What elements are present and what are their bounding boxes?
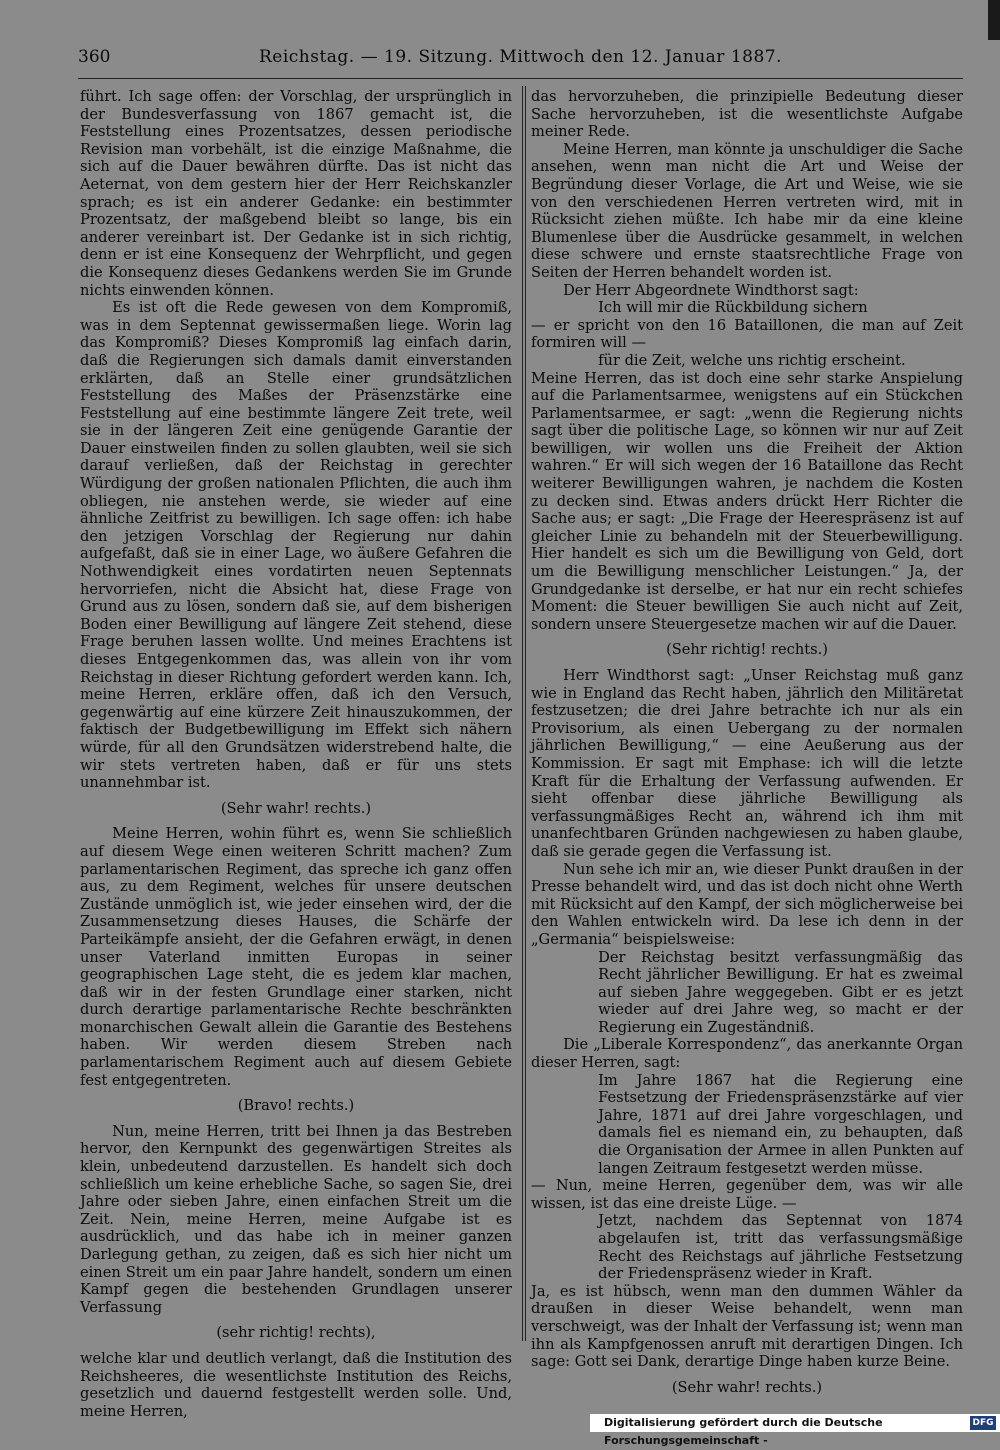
interjection: (Sehr wahr! rechts.) [220, 799, 372, 817]
interjection: (Sehr richtig! rechts.) [666, 641, 828, 659]
interjection: (Sehr wahr! rechts.) [671, 1378, 823, 1396]
paragraph: Herr Windthorst sagt: „Unser Reichstag muß ganz wie in England das Recht haben, jährlich den Militäretat festzusetzen; die drei Jahre betrachte ich nur als ein Provisorium, als einen Uebergang zu der normalen jährlichen Bewilligung,“ — eine Aeußerung aus der Kommission. Er sagt mit Emphase: ich will die letzte Kraft für die Erhaltung der Verfassung aufwenden. Er sieht offenbar diese jährliche Bewilligung als verfassungmäßiges Recht an, während ich ihm mit unanfechtbaren Gründen nachgewiesen zu haben glaube, daß sie gerade gegen die Verfassung ist. [531, 667, 963, 860]
paragraph: welche klar und deutlich verlangt, daß die Institution des Reichsheeres, die wesentlichste Institution des Reichs, gesetzlich und dauernd festgestellt werden solle. Und, meine Herren, [80, 1349, 512, 1420]
paragraph: — Nun, meine Herren, gegenüber dem, was wir alle wissen, ist das eine dreiste Lüge. — [531, 1177, 963, 1212]
page-number: 360 [78, 47, 111, 67]
footer-credit [590, 1414, 1000, 1447]
interjection: (Bravo! rechts.) [237, 1097, 355, 1115]
dfg-logo: DFG [970, 1416, 996, 1430]
header-rule [78, 78, 963, 79]
column-divider [522, 86, 523, 1341]
paragraph: Der Herr Abgeordnete Windthorst sagt: [563, 281, 859, 299]
right-column [531, 88, 963, 1404]
paragraph: für die Zeit, welche uns richtig erscheint. [598, 351, 906, 369]
footer-text: Digitalisierung gefördert durch die Deutsche Forschungsgemeinschaft - [604, 1416, 883, 1447]
paragraph: Nun sehe ich mir an, wie dieser Punkt draußen in der Presse behandelt wird, und das ist doch nicht ohne Werth mit Rücksicht auf den Kampf, der sich möglicherweise bei den Wahlen entwickeln wird. Da lese ich denn in der „Germania“ beispielsweise: [531, 860, 963, 948]
paragraph: führt. Ich sage offen: der Vorschlag, der ursprünglich in der Bundesverfassung von 1867 gemacht ist, die Feststellung eines Prozentsatzes, dessen periodische Revision man vorbehält, ist die einzige Maßnahme, die sich auf die Dauer bewähren dürfte. Das ist nicht das Aeternat, von dem gestern hier der Herr Reichskanzler sprach; es ist ein anderer Gedanke: ein bestimmter Prozentsatz, der maßgebend bleibt so lange, bis ein anderer vereinbart ist. Der Gedanke ist in sich richtig, denn er ist eine Konsequenz der Wehrpflicht, und gegen die Konsequenz dieses Gedankens werden Sie im Grunde nichts einwenden können. [80, 88, 512, 299]
scan-edge [988, 0, 1000, 40]
page-header [78, 44, 963, 70]
paragraph: das hervorzuheben, die prinzipielle Bedeutung dieser Sache hervorzuheben, ist die wesentlichste Aufgabe meiner Rede. [531, 88, 963, 141]
paragraph: Ich will mir die Rückbildung sichern [598, 299, 868, 317]
column-divider [525, 86, 526, 1341]
left-column [80, 88, 512, 1420]
paragraph: Es ist oft die Rede gewesen von dem Kompromiß, was in dem Septennat gewissermaßen liege. Worin lag das Kompromiß? Dieses Kompromiß lag einfach darin, daß die Regierungen sich damals damit einverstanden erklärten, daß an Stelle einer grundsätzlichen Feststellung des Maßes der Präsenzstärke eine Feststellung auf eine bestimmte längere Zeit trete, weil sie in der längeren Zeit eine genügende Garantie der Dauer einstweilen finden zu sollen glaubten, weil sie sich darauf verließen, daß der Reichstag in gerechter Würdigung der großen nationalen Pflichten, die auch ihm obliegen, nie anstehen werde, sie wieder auf eine ähnliche Zeitfrist zu bewilligen. Ich sage offen: ich habe den jetzigen Vorschlag der Regierung nur dahin aufgefaßt, daß sie in einer Lage, wo äußere Gefahren die Nothwendigkeit eines vordatirten neuen Septennats hervorriefen, nicht die Absicht hat, diese Frage von Grund aus zu lösen, sondern daß sie, auf dem bisherigen Boden einer Bewilligung auf längere Zeit stehend, diese Frage beruhen lassen wollte. Und meines Erachtens ist dieses Entgegenkommen das, was allein von ihr vom Reichstag in dieser Richtung gefordert werden kann. Ich, meine Herren, erkläre offen, daß ich den Versuch, gegenwärtig auf eine kürzere Zeit hinauszukommen, der faktisch der Budgetbewilligung im Effekt sich nähern würde, für all den Grundsätzen widerstrebend halte, die wir stets vertreten haben, daß er für uns stets unannehmbar ist. [80, 299, 512, 792]
paragraph: Die „Liberale Korrespondenz“, das anerkannte Organ dieser Herren, sagt: [531, 1036, 963, 1072]
running-title: Reichstag. — 19. Sitzung. Mittwoch den 12. Januar 1887. [258, 47, 783, 67]
paragraph: Im Jahre 1867 hat die Regierung eine Festsetzung der Friedenspräsenzstärke auf vier Jahre, 1871 auf drei Jahre vorgeschlagen, und damals fiel es niemand ein, zu behaupten, daß die Organisation der Armee in allen Punkten auf langen Zeitraum festgesetzt werden müsse. [598, 1071, 963, 1177]
paragraph: Nun, meine Herren, tritt bei Ihnen ja das Bestreben hervor, den Kernpunkt des gegenwärtigen Streites als klein, unbedeutend darzustellen. Es handelt sich doch schließlich um keine erhebliche Sache, so sagen Sie, drei Jahre oder sieben Jahre, einen einfachen Streit um die Zeit. Nein, meine Herren, meine Aufgabe ist es ausdrücklich, und das habe ich in meiner ganzen Darlegung gethan, zu zeigen, daß es sich hier nicht um einen Streit um ein paar Jahre handelt, sondern um einen Kampf gegen die bestehenden Grundlagen unserer Verfassung [80, 1122, 512, 1316]
interjection: (sehr richtig! rechts), [216, 1324, 376, 1342]
paragraph: Meine Herren, man könnte ja unschuldiger die Sache ansehen, wenn man nicht die Art und Weise der Begründung dieser Vorlage, die Art und Weise, wie sie von den verschiedenen Herren vertreten wird, mit in Rücksicht ziehen müßte. Ich habe mir da eine kleine Blumenlese über die Ausdrücke gesammelt, in welchen diese schwere und ernste staatsrechtliche Frage von Seiten der Herren behandelt worden ist. [531, 140, 963, 281]
paragraph: Meine Herren, wohin führt es, wenn Sie schließlich auf diesem Wege einen weiteren Schritt machen? Zum parlamentarischen Regiment, das spreche ich ganz offen aus, zu dem Regiment, welches für unsere deutschen Zustände unmöglich ist, wie jeder einsehen wird, der die Zusammensetzung dieses Hauses, die Schärfe der Parteikämpfe ansieht, der die Gefahren erwägt, in denen unser Vaterland inmitten Europas in seiner geographischen Lage steht, die es jedem klar machen, daß wir in der festen Grundlage einer starken, nicht durch derartige parlamentarische Rechte beschränkten monarchischen Gewalt allein die Garantie des Bestehens haben. Wir werden diesem Streben nach parlamentarischem Regiment auch auf diesem Gebiete fest entgegentreten. [80, 825, 512, 1089]
paragraph: Meine Herren, das ist doch eine sehr starke Anspielung auf die Parlamentsarmee, wenigstens auf ein Stückchen Parlamentsarmee, er sagt: „wenn die Regierung nichts sagt über die politische Lage, so können wir nur auf Zeit bewilligen, wir wollen uns die Freiheit der Aktion wahren.“ Er will sich wegen der 16 Bataillone das Recht weiterer Bewilligungen wahren, je nachdem die Kosten zu decken sind. Etwas anders drückt Herr Richter die Sache aus; er sagt: „Die Frage der Heerespräsenz ist auf gleicher Linie zu behandeln mit der Steuerbewilligung. Hier handelt es sich um die Bewilligung von Geld, dort um die Bewilligung menschlicher Leistungen.“ Ja, der Grundgedanke ist derselbe, er hat nur ein recht schiefes Moment: die Steuer bewilligen Sie auch nicht auf Zeit, sondern unsere Steuergesetze machen wir auf die Dauer. [531, 369, 963, 633]
paragraph: Jetzt, nachdem das Septennat von 1874 abgelaufen ist, tritt das verfassungsmäßige Recht des Reichstags auf jährliche Festsetzung der Friedenspräsenz wieder in Kraft. [598, 1212, 963, 1283]
paragraph: — er spricht von den 16 Bataillonen, die man auf Zeit formiren will — [531, 316, 963, 352]
paragraph: Ja, es ist hübsch, wenn man den dummen Wähler da draußen in dieser Weise behandelt, wenn man verschweigt, was der Inhalt der Verfassung ist; wenn man ihn als Kampfgenossen anruft mit derartigen Dingen. Ich sage: Gott sei Dank, derartige Dinge haben kurze Beine. [531, 1282, 963, 1371]
paragraph: Der Reichstag besitzt verfassungmäßig das Recht jährlicher Bewilligung. Er hat es zweimal auf sieben Jahre weggegeben. Gibt er es jetzt wieder auf drei Jahre weg, so macht er der Regierung ein Zugeständniß. [598, 948, 963, 1036]
